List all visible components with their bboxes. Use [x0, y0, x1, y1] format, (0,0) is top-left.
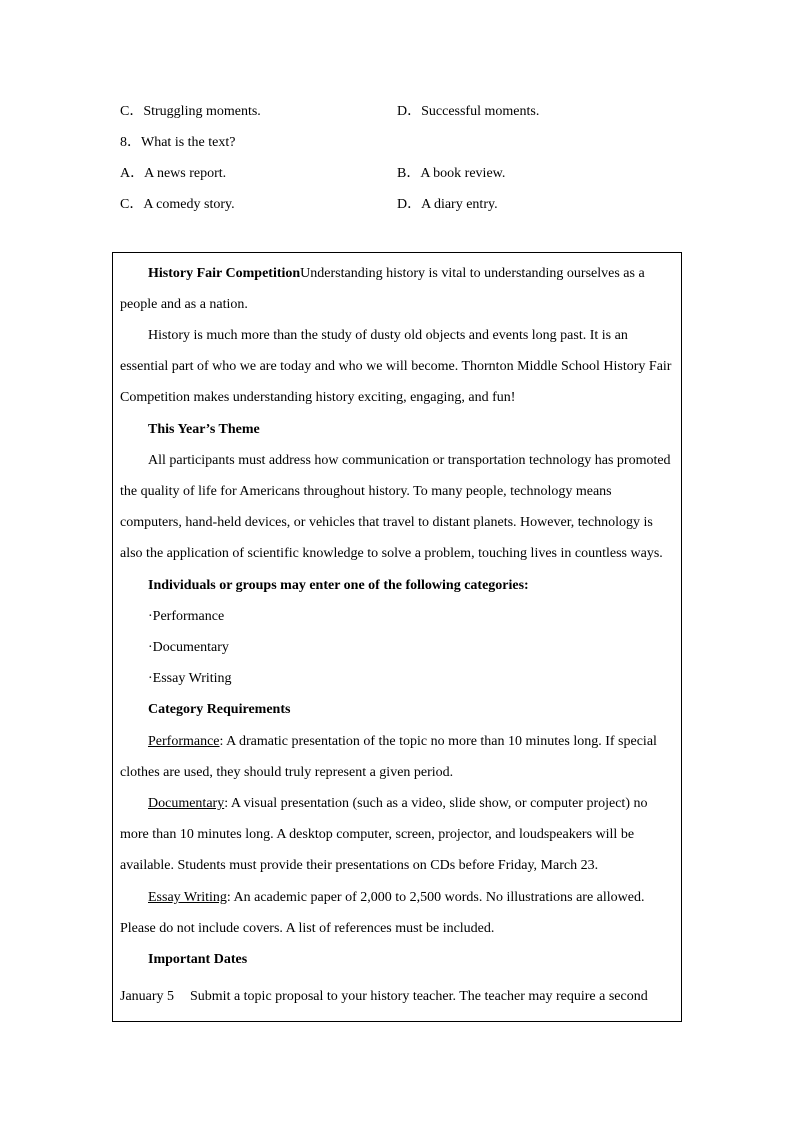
requirement-line — [148, 732, 657, 752]
category-item: ·Performance — [148, 609, 225, 624]
date-label: January 5 — [120, 989, 175, 1004]
requirement-line: clothes are used, they should truly represent a given period. — [120, 765, 454, 780]
dates-heading: Important Dates — [148, 952, 248, 967]
q8-option-c: C．A comedy story. — [120, 197, 235, 212]
passage-line: Competition makes understanding history exciting, engaging, and fun! — [120, 390, 516, 405]
q8-option-a: A．A news report. — [120, 166, 227, 181]
requirement-label: Essay Writing — [148, 890, 227, 905]
requirement-line: more than 10 minutes long. A desktop computer, screen, projector, and loudspeakers will be — [120, 827, 635, 842]
passage-line: people and as a nation. — [120, 297, 248, 312]
q7-option-d: D．Successful moments. — [397, 104, 540, 119]
passage-line: also the application of scientific knowledge to solve a problem, touching lives in countless ways. — [120, 546, 663, 561]
passage-line: History is much more than the study of dusty old objects and events long past. It is an — [148, 328, 628, 343]
requirement-label: Documentary — [148, 796, 225, 811]
requirements-heading: Category Requirements — [148, 702, 291, 717]
requirement-line — [148, 888, 644, 908]
requirement-line: available. Students must provide their presentations on CDs before Friday, March 23. — [120, 858, 599, 873]
requirement-line — [148, 794, 647, 814]
passage-line: computers, hand-held devices, or vehicles that travel to distant planets. However, technology is — [120, 515, 653, 530]
requirement-line: Please do not include covers. A list of references must be included. — [120, 921, 495, 936]
requirement-text: : A dramatic presentation of the topic no more than 10 minutes long. If special — [219, 734, 657, 749]
passage-text: Understanding history is vital to understanding ourselves as a — [300, 266, 645, 281]
theme-heading: This Year’s Theme — [148, 422, 260, 437]
q7-option-c: C．Struggling moments. — [120, 104, 261, 119]
passage-line: the quality of life for Americans throughout history. To many people, technology means — [120, 484, 612, 499]
q8-option-b: B．A book review. — [397, 166, 506, 181]
date-description: Submit a topic proposal to your history teacher. The teacher may require a second — [190, 989, 648, 1004]
q8-option-d: D．A diary entry. — [397, 197, 498, 212]
requirement-label: Performance — [148, 734, 220, 749]
requirement-text: : An academic paper of 2,000 to 2,500 words. No illustrations are allowed. — [226, 890, 645, 905]
passage-line: essential part of who we are today and who we will become. Thornton Middle School History Fair — [120, 359, 672, 374]
categories-heading: Individuals or groups may enter one of the following categories: — [148, 578, 529, 593]
category-item: ·Essay Writing — [148, 671, 232, 686]
category-item: ·Documentary — [148, 640, 229, 655]
requirement-text: : A visual presentation (such as a video, slide show, or computer project) no — [224, 796, 648, 811]
passage-line — [148, 264, 645, 284]
passage-line: All participants must address how communication or transportation technology has promoted — [148, 453, 671, 468]
q8-stem: 8．What is the text? — [120, 135, 236, 150]
passage-title: History Fair Competition — [148, 266, 301, 281]
